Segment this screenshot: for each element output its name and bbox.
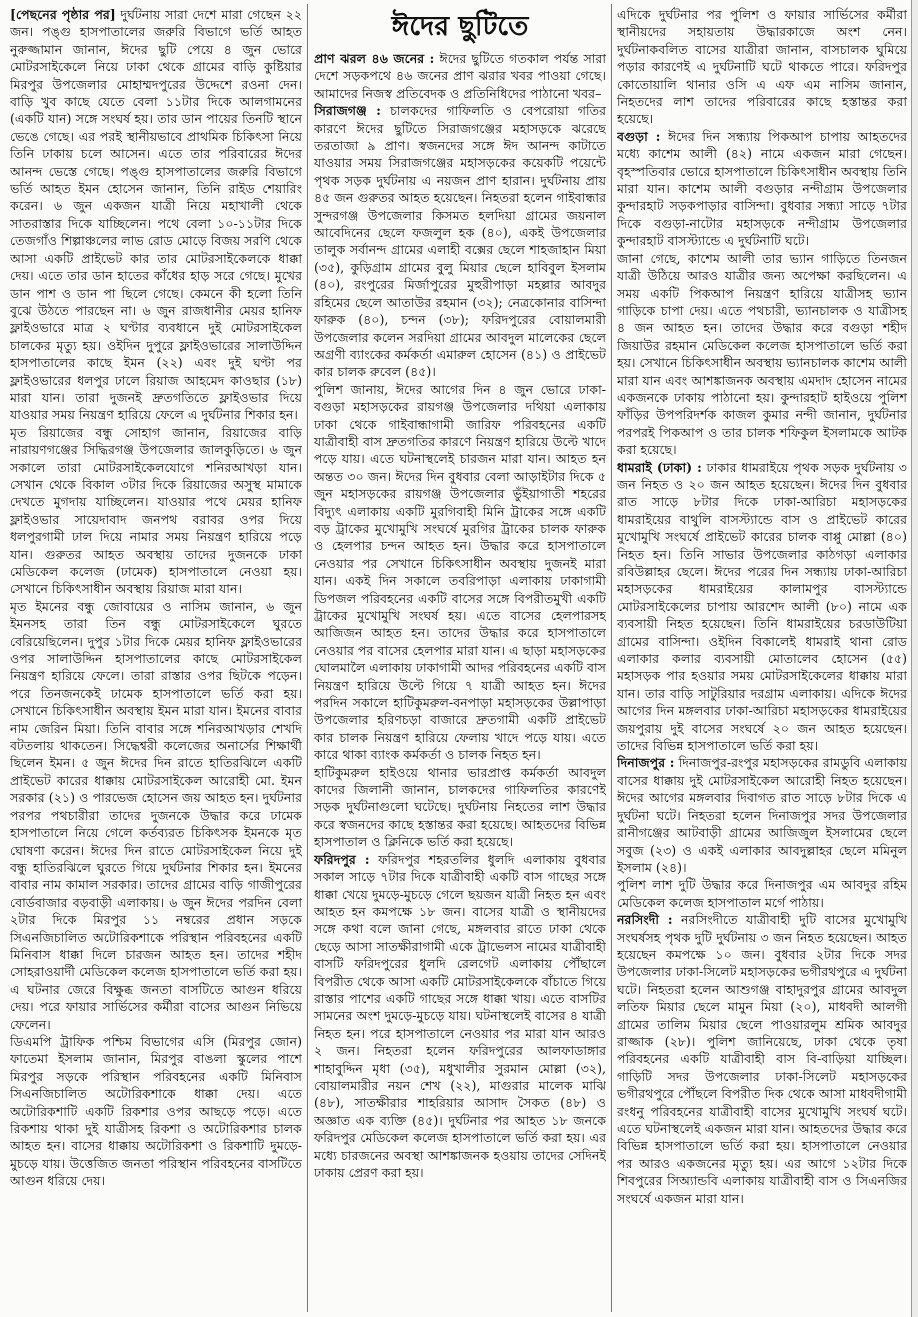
- paragraph-text: ঢাকার ধামরাইয়ে পৃথক সড়ক দুর্ঘটনায় ৩ জন নিহত ও ২০ জন আহত হয়েছেন। ঈদের দিন বুধবার রাত সাড়ে ৮টার দিকে ঢাকা-আরিচা মহাসড়কের ধামরাইয়ের বাথুলি বাসস্ট্যান্ডে বাস ও প্রাইভেট কারের মুখোমুখি সংঘর্ষে প্রাইভেট কারের চালক বাপ্পু মোল্লা (৪০) নিহত হন। তিনি সাভার উপজেলার কাঠগড়া এলাকার রবিউল্লাহর ছেলে। ঈদের পরের দিন সন্ধ্যায় ঢাকা-আরিচা মহাসড়কের ধামরাইয়ের কালামপুর বাসস্ট্যান্ডে মোটরসাইকেলের চাপায় আরশেদ আলী (৮০) নামে এক ব্যবসায়ী নিহত হয়েছেন। তিনি ধামরাইয়ের চরডাউটিয়া গ্রামের বাসিন্দা। ওইদিন বিকালেই ধামরাই থানা রোড এলাকার কলার ব্যবসায়ী মোতালেব হোসেন (৫৫) মহাসড়ক পার হওয়ার সময় মোটরসাইকেলের ধাক্কায় মারা যান। তার বাড়ি সাটুরিয়ার দরগ্রাম এলাকায়। এদিকে ঈদের আগের দিন মঙ্গলবার ঢাকা-আরিচা মহাসড়কের ধামরাইয়ের জয়পুরায় দুই বাসের সংঘর্ষে ২০ জন আহত হয়েছেন। তাদের বিভিন্ন হাসপাতালে ভর্তি করা হয়।: [617, 459, 907, 754]
- paragraph: জানা গেছে, কাশেম আলী তার ভ্যান গাড়িতে তিনজন যাত্রী উঠিয়ে আরও যাত্রীর জন্য অপেক্ষা করছিলেন। এ সময় একটি পিকআপ নিয়ন্ত্রণ হারিয়ে যাত্রীসহ ভ্যান গাড়িকে চাপা দেয়। এতে পথচারী, ভ্যানচালক ও যাত্রীসহ ৪ জন আহত হন। তাদের উদ্ধার করে বগুড়া শহীদ জিয়াউর রহমান মেডিকেল কলেজ হাসপাতালে ভর্তি করা হয়। সেখানে চিকিৎসাধীন অবস্থায় ভ্যানচালক কাশেম আলী মারা যান এবং আশঙ্কাজনক অবস্থায় এমদাদ হোসেন নামের একজনকে ঢাকায় পাঠানো হয়। কুন্দারহাট হাইওয়ে পুলিশ ফাঁড়ির উপপরিদর্শক কাজল কুমার নন্দী জানান, দুর্ঘটনার পরপরই পিকআপ ও তার চালক শফিকুল ইসলামকে আটক করা হয়েছে।: [617, 250, 907, 458]
- paragraph: [617, 754, 907, 876]
- article-column-1: [10, 6, 302, 1311]
- paragraph: [314, 50, 606, 102]
- paragraph: হাটিকুমরুল হাইওয়ে থানার ভারপ্রাপ্ত কর্মকর্তা আবদুল কাদের জিলানী জানান, চালকদের গাফিলতির কারণেই সড়ক দুর্ঘটনাগুলো ঘটেছে। দুর্ঘটনায় নিহতের লাশ উদ্ধার করে স্বজনদের কাছে হস্তান্তর করা হয়েছে। আহতদের বিভিন্ন হাসপাতাল ও ক্লিনিকে ভর্তি করা হয়েছে।: [314, 764, 606, 850]
- paragraph: পুলিশ জানায়, ঈদের আগের দিন ৪ জুন ভোরে ঢাকা-বগুড়া মহাসড়কের রায়গঞ্জ উপজেলার দথিয়া এলাকায় ঢাকা থেকে গাইবান্ধাগামী জারিফ পরিবহনের একটি যাত্রীবাহী বাস দ্রুতগতির কারণে নিয়ন্ত্রণ হারিয়ে উল্টে খাদে পড়ে যায়। এতে ঘটনাস্থলেই চারজন মারা যান। আহত হন অন্তত ৩০ জন। ঈদের দিন বুধবার বেলা আড়াইটার দিকে ৫ জুন মহাসড়কের রায়গঞ্জ উপজেলার ভুঁইয়াগাতী শহরের বিদ্যুৎ এলাকায় একটি মুরগিবাহী মিনি ট্রাকের সঙ্গে একটি বড় ট্রাকের মুখোমুখি সংঘর্ষে মুরগির ট্রাকের চালক ফারুক ও হেলপার চন্দন আহত হন। উদ্ধার করে হাসপাতালে নেওয়ার পর সেখানে চিকিৎসাধীন অবস্থায় দুজনই মারা যান। একই দিন সকালে তবরিপাড়া এলাকায় ঢাকাগামী ডিপজল পরিবহনের একটি বাসের সঙ্গে বিপরীতমুখী একটি ট্রাকের মুখোমুখি সংঘর্ষ হয়। এতে বাসের হেলপারসহ আজিজন আহত হন। তাদের উদ্ধার করে হাসপাতালে নেওয়ার পর বাসের হেলপার মারা যান। এ ছাড়া মহাসড়কের ঘোলমালৈ এলাকায় ঢাকাগামী আদর পরিবহনের একটি বাস নিয়ন্ত্রণ হারিয়ে উল্টে গিয়ে ৭ যাত্রী আহত হন। ঈদের পরদিন সকালে হাটিকুমরুল-বনপাড়া মহাসড়কের উল্লাপাড়া উপজেলার হরিণচড়া বাজারে দ্রুতগামী একটি প্রাইভেট কার চালক নিয়ন্ত্রণ হারিয়ে ফেলায় খাদে পড়ে যায়। এতে কারে থাকা ব্যাংক কর্মকর্তা ও চালক নিহত হন।: [314, 381, 606, 763]
- section-head: ধামরাই (ঢাকা) :: [617, 459, 702, 475]
- paragraph-text: দুর্ঘটনায় সারা দেশে মারা গেছেন ২২ জন। পঙ্গু হাসপাতালের জরুরি বিভাগে ভর্তি আহত নুরুজ্জামান জানান, ঈদের ছুটি পেয়ে ৪ জুন ভোরে মোটরসাইকেলে নিয়ে ঢাকা থেকে গ্রামের বাড়ি কুষ্টিয়ার মিরপুর উপজেলার মোহাম্মদপুরের উদ্দেশে রওনা দেন। বাড়ি খুব কাছে যেতে বেলা ১১টার দিকে আলগামনের (একটি যান) সঙ্গে সংঘর্ষ হয়। তার ডান পায়ের তিনটি স্থানে ভেঙে গেছে। এর পরই স্থানীয়ভাবে প্রাথমিক চিকিৎসা নিয়ে তিনি ঢাকায় চলে আসেন। এতে তার পরিবারের ঈদের আনন্দ ভেস্তে গেছে। পঙ্গু হাসপাতালের জরুরি বিভাগে ভর্তি আহত ইমন হোসেন জানান, তিনি রাইড শেয়ারিং করেন। ৬ জুন একজন যাত্রী নিয়ে মহাখালী থেকে সাতরাস্তার দিকে যাচ্ছিলেন। পথে বেলা ১০-১১টার দিকে তেজগাঁও শিল্পাঞ্চলের লাভ রোড মোড়ে বিজয় সরণি থেকে আসা একটি প্রাইভেট কার তার মোটরসাইকেলকে ধাক্কা দেয়। এতে তার ডান হাতের কাঁধের হাড় সরে গেছে। মুখের ডান পাশ ও ডান পা ছিলে গেছে। কেমনে কী হলো তিনি বুঝে উঠতে পারছেন না। ৬ জুন রাজধানীর মেয়র হানিফ ফ্লাইওভারে মাত্র ২ ঘণ্টার ব্যবধানে দুই মোটরসাইকেল চালকের মৃত্যু হয়। ওইদিন দুপুরে ফ্লাইওভারের সালাউদ্দিন হাসপাতালের কাছে ইমন (২২) এবং দুই ঘণ্টা পর ফ্লাইওভারের ধলপুর ঢালে রিয়াজ আহমেদ কাওছার (১৮) মারা যান। তারা দুজনই দ্রুতগতিতে ফ্লাইওভার দিয়ে যাওয়ার সময় নিয়ন্ত্রণ হারিয়ে ফেলে এ দুর্ঘটনার শিকার হন।: [10, 7, 302, 423]
- paragraph-text: নরসিংদীতে যাত্রীবাহী দুটি বাসের মুখোমুখি সংঘর্ষসহ পৃথক দুটি দুর্ঘটনায় ৩ জন নিহত হয়েছেন। আহত হয়েছেন কমপক্ষে ১০ জন। বুধবার ২টার দিকে সদর উপজেলার ঢাকা-সিলেট মহাসড়কের ভগীরথপুরে এ দুর্ঘটনা ঘটে। নিহতরা হলেন আশুগঞ্জ বাহাদুরপুর গ্রামের আবদুল লতিফ মিয়ার ছেলে মামুন মিয়া (২০), মাধবদী আলগী গ্রামের তালিম মিয়ার ছেলে পাওয়ারলুম শ্রমিক আবদুর রাজ্জাক (২৮)। পুলিশ জানিয়েছে, ঢাকা থেকে তৃষা পরিবহনের একটি যাত্রীবাহী বাস বি-বাড়িয়া যাচ্ছিল। গাড়িটি সদর উপজেলার ঢাকা-সিলেট মহাসড়কের ভগীরথপুরে পৌঁছলে বিপরীত দিক থেকে আসা মাধবদীগামী রংধনু পরিবহনের যাত্রীবাহী বাসের মুখোমুখি সংঘর্ষ ঘটে। এতে ঘটনাস্থলেই একজন মারা যান। আহতদের উদ্ধার করে বিভিন্ন হাসপাতালে ভর্তি করা হয়। হাসপাতালে নেওয়ার পর আরও একজনের মৃত্যু হয়। এর আগে ১২টার দিকে শিবপুরের সিঅ্যান্ডবি এলাকায় যাত্রীবাহী বাস ও সিএনজির সংঘর্ষে একজন মারা যান।: [617, 912, 907, 1206]
- paragraph: মৃত রিয়াজের বন্ধু সোহাগ জানান, রিয়াজের বাড়ি নারায়ণগঞ্জের সিদ্ধিরগঞ্জ উপজেলার জালকুড়িতে। ৬ জুন সকালে তারা মোটরসাইকেলযোগে শনিরআখড়া যান। সেখান থেকে বিকাল ৩টার দিকে রিয়াজের অসুস্থ মামাকে দেখতে মুগদায় যাচ্ছিলেন। যাওয়ার পথে মেয়র হানিফ ফ্লাইওভার সায়েদাবাদ জনপথ বরাবর ওপর দিয়ে ধলপুরগামী ঢাল দিয়ে নামার সময় নিয়ন্ত্রণ হারিয়ে পড়ে যান। গুরুতর আহত অবস্থায় তাদের দুজনকে ঢাকা মেডিকেল কলেজ (ঢামেক) হাসপাতালে নেওয়া হয়। সেখানে চিকিৎসাধীন অবস্থায় রিয়াজ মারা যান।: [10, 424, 302, 597]
- page-edge: [911, 0, 918, 1317]
- paragraph-text: দিনাজপুর-রংপুর মহাসড়কের রামডুবি এলাকায় বাসের ধাক্কায় দুই মোটরসাইকেল আরোহী নিহত হয়েছেন। ঈদের আগের মঙ্গলবার দিবাগত রাত সাড়ে ৮টার দিকে এ দুর্ঘটনা ঘটে। নিহতরা হলেন দিনাজপুর সদর উপজেলার রানীগঞ্জের আটবাড়ী গ্রামের আজিজুল ইসলামের ছেলে সবুজ (২৩) ও একই এলাকার আবদুল্লাহর ছেলে মমিনুল ইসলাম (২৪)।: [617, 755, 907, 875]
- article-column-2: [314, 6, 606, 1311]
- section-head: নরসিংদী :: [617, 912, 673, 928]
- article-title: ঈদের ছুটিতে: [391, 11, 529, 42]
- section-head: সিরাজগঞ্জ :: [314, 103, 381, 119]
- column-divider: [611, 4, 612, 1312]
- paragraph: [617, 128, 907, 250]
- section-head: ফরিদপুর :: [314, 851, 370, 867]
- paragraph: [314, 851, 606, 1182]
- paragraph-text: চালকদের গাফিলতি ও বেপরোয়া গতির কারণে ঈদের ছুটিতে সিরাজগঞ্জের মহাসড়কে ঝরেছে তরতাজা ৯ প্রাণ। স্বজনদের সঙ্গে ঈদ আনন্দ কাটাতে যাওয়ার সময় সিরাজগঞ্জের মহাসড়কের কয়েকটি পয়েন্টে পৃথক সড়ক দুর্ঘটনায় এ নয়জন প্রাণ হারান। দুর্ঘটনায় প্রায় ৪৫ জন গুরুতর আহত হয়েছেন। নিহতরা হলেন গাইবান্ধার সুন্দরগঞ্জ উপজেলার কিসমত হলদিয়া গ্রামের জয়নাল আবেদিনের ছেলে ফজলুল হক (৪০), একই উপজেলার তালুক সর্বানন্দ গ্রামের এলাহী বক্সের ছেলে শাহজাহান মিয়া (৩৫), কুড়িগ্রাম গ্রামের বুলু মিয়ার ছেলে হাবিবুল ইসলাম (৪০), রংপুরের মির্জাপুরের মুহুরীপাড়া মহল্লার আবদুর রহিমের ছেলে আতাউর রহমান (৩২); নেত্রকোনার বাসিন্দা ফারুক (৪০), চন্দন (৩৮); ফরিদপুরের বোয়ালমারী উপজেলার কলেন সরদিয়া গ্রামের আবদুল মালেকের ছেলে অগ্রণী ব্যাংকের কর্মকর্তা এমারুল হোসেন (৪১) ও প্রাইভেট কার চালক রুবেল (৪৫)।: [314, 103, 606, 380]
- section-head: বগুড়া :: [617, 128, 661, 144]
- continuation-tag: [পেছনের পৃষ্ঠার পর]: [10, 7, 116, 22]
- paragraph-text: ঈদের ছুটিতে গতকাল পর্যন্ত সারা দেশে সড়কপথে ৪৬ জনের প্রাণ ঝরার খবর পাওয়া গেছে। আমাদের নিজস্ব প্রতিবেদক ও প্রতিনিধিদের পাঠানো খবর–: [314, 51, 606, 101]
- paragraph: ডিএমপি ট্রাফিক পশ্চিম বিভাগের এসি (মিরপুর জোন) ফাতেমা ইসলাম জানান, মিরপুর বাঙলা স্কুলের পাশে মিরপুর সড়কে পরিস্থান পরিবহনের একটি মিনিবাস সিএনজিচালিত অটোরিকশাকে ধাক্কা দেয়। এতে অটোরিকশাটি একটি রিকশার ওপর আছড়ে পড়ে। এতে রিকশায় থাকা দুই যাত্রীসহ রিকশা ও অটোরিকশার চালক আহত হন। বাসের ধাক্কায় অটোরিকশা ও রিকশাটি দুমড়ে-মুচড়ে যায়। উত্তেজিত জনতা পরিস্থান পরিবহনের বাসটিতে আগুন ধরিয়ে দেয়।: [10, 1033, 302, 1189]
- paragraph: মৃত ইমনের বন্ধু জোবায়ের ও নাসিম জানান, ৬ জুন ইমনসহ তারা তিন বন্ধু মোটরসাইকেলে ঘুরতে বেরিয়েছিলেন। দুপুর ১টার দিকে মেয়র হানিফ ফ্লাইওভারের ওপর সালাউদ্দিন হাসপাতালের কাছে মোটরসাইকেল নিয়ন্ত্রণ হারিয়ে ফেলে। তারা রাস্তার ওপর ছিটকে পড়েন। পরে তিনজনকেই ঢামেক হাসপাতালে ভর্তি করা হয়। সেখানে চিকিৎসাধীন অবস্থায় ইমন মারা যান। ইমনের বাবার নাম জেরিন মিয়া। তিনি বাবার সঙ্গে শনিরআখড়ার শেখদি বটতলায় থাকতেন। সিদ্ধেশ্বরী কলেজের অনার্সের শিক্ষার্থী ছিলেন ইমন। ৫ জুন ঈদের দিন রাতে হাতিরঝিলে একটি প্রাইভেট কারের ধাক্কায় মোটরসাইকেল আরোহী মো. ইমন সরকার (২১) ও পারভেজ হোসেন জয় আহত হন। দুর্ঘটনার পরপর পথচারীরা তাদের দুজনকে উদ্ধার করে ঢামেক হাসপাতালে নিয়ে গেলে কর্তব্যরত চিকিৎসক ইমনকে মৃত ঘোষণা করেন। ঈদের দিন রাতে মোটরসাইকেল নিয়ে দুই বন্ধু হাতিরঝিলে ঘুরতে গিয়ে দুর্ঘটনার শিকার হন। ইমনের বাবার নাম কামাল সরকার। তাদের গ্রামের বাড়ি গাজীপুরের বোর্ডবাজার বড়বাড়ী এলাকায়। ৬ জুন ঈদের পরদিন বেলা ২টার দিকে মিরপুর ১১ নম্বরের প্রধান সড়কে সিএনজিচালিত অটোরিকশাকে পরিস্থান পরিবহনের একটি মিনিবাস ধাক্কা দিলে চারজন আহত হন। তাদের শহীদ সোহরাওয়ার্দী মেডিকেল কলেজ হাসপাতালে ভর্তি করা হয়। এ ঘটনার জেরে বিক্ষুব্ধ জনতা বাসটিতে আগুন ধরিয়ে দেয়। পরে ফায়ার সার্ভিসের কর্মীরা বাসের আগুন নিভিয়ে ফেলেন।: [10, 598, 302, 1032]
- paragraph: [314, 102, 606, 381]
- paragraph: [617, 459, 907, 755]
- paragraph-text: ঈদের দিন সন্ধ্যায় পিকআপ চাপায় আহতদের মধ্যে কাশেম আলী (৪২) নামে একজন মারা গেছেন। বৃহস্পতিবার ভোরে হাসপাতালে চিকিৎসাধীন অবস্থায় তিনি মারা যান। কাশেম আলী বগুড়ার নন্দীগ্রাম উপজেলার কুন্দারহাট সড়কপাড়ার বাসিন্দা। বুধবার সন্ধ্যা সাড়ে ৭টার দিকে বগুড়া-নাটোর মহাসড়কে নন্দীগ্রাম উপজেলার কুন্দারহাট বাসস্ট্যান্ডে এ দুর্ঘটনাটি ঘটে।: [617, 128, 907, 249]
- column-divider: [307, 4, 308, 1312]
- paragraph: [10, 6, 302, 424]
- paragraph: এদিকে দুর্ঘটনার পর পুলিশ ও ফায়ার সার্ভিসের কর্মীরা স্থানীয়দের সহায়তায় উদ্ধারকাজে অংশ নেন। দুর্ঘটনাকবলিত বাসের যাত্রীরা জানান, বাসচালক ঘুমিয়ে পড়ার কারণেই এ দুর্ঘটনাটি ঘটে থাকতে পারে। ফরিদপুর কোতোয়ালি থানার ওসি এ এফ এম নাসিম জানান, নিহতদের লাশ তাদের পরিবারের কাছে হস্তান্তর করা হয়েছে।: [617, 7, 907, 127]
- paragraph-text: ফরিদপুর শহরতলির ধুলদি এলাকায় বুধবার সকাল সাড়ে ৭টার দিকে যাত্রীবাহী একটি বাস গাছের সঙ্গে ধাক্কা খেয়ে দুমড়ে-মুচড়ে গেলে ছয়জন যাত্রী নিহত হন এবং আহত হন কমপক্ষে ১৮ জন। বাসের যাত্রী ও স্থানীয়দের সঙ্গে কথা বলে জানা গেছে, মঙ্গলবার রাতে ঢাকা থেকে ছেড়ে আসা সাতক্ষীরাগামী একে ট্রাভেলস নামের যাত্রীবাহী বাসটি ফরিদপুরের ধুলদি রেলগেট এলাকায় পৌঁছালে বিপরীত থেকে আসা একটি মোটরসাইকেলকে বাঁচাতে গিয়ে রাস্তার পাশের একটি গাছের সঙ্গে ধাক্কা খায়। এতে বাসটির সামনের অংশ দুমড়ে-মুচড়ে যায়। ঘটনাস্থলেই বাসের ৪ যাত্রী নিহত হন। পরে হাসপাতালে নেওয়ার পর মারা যান আরও ২ জন। নিহতরা হলেন ফরিদপুরের আলফাডাঙ্গার শাহাবুদ্দিন মৃধা (৩৫), মধুখালীর সুরমান মোল্লা (৩২), বোয়ালমারীর নয়ন শেখ (২২), মাগুরার মালেক মাঝি (৪৮), সাতক্ষীরার শাহরিয়ার আসাদ সৈকত (৪৮) ও অজ্ঞাত এক ব্যক্তি (৪৫)। দুর্ঘটনার পর আহত ১৮ জনকে ফরিদপুর মেডিকেল কলেজ হাসপাতালে ভর্তি করা হয়। এর মধ্যে চারজনের অবস্থা আশঙ্কাজনক হওয়ায় তাদের সেদিনই ঢাকায় প্রেরণ করা হয়।: [314, 851, 606, 1180]
- article-column-3: [617, 6, 907, 1311]
- section-head: প্রাণ ঝরল ৪৬ জনের :: [314, 51, 435, 66]
- section-head: দিনাজপুর :: [617, 755, 675, 771]
- paragraph: পুলিশ লাশ দুটি উদ্ধার করে দিনাজপুর এম আবদুর রহিম মেডিকেল কলেজ হাসপাতাল মর্গে পাঠায়।: [617, 877, 907, 910]
- paragraph: [617, 911, 907, 1207]
